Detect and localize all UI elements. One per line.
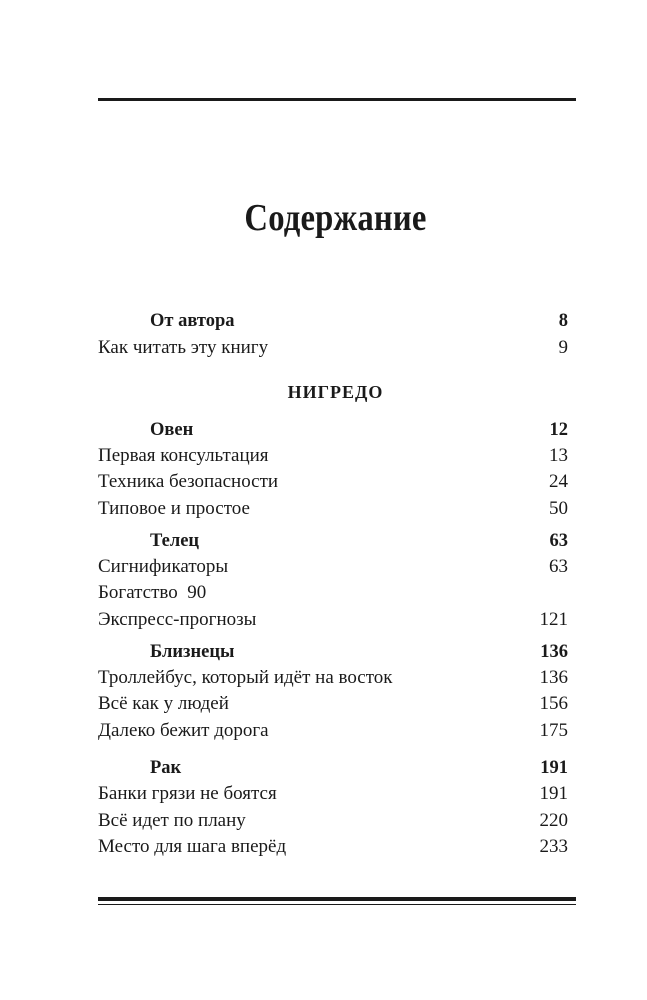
toc-entry-label: Первая консультация: [98, 445, 269, 466]
toc-entry-page: 13: [549, 445, 568, 466]
toc-entry-page: 24: [549, 471, 568, 492]
toc-entry-label: Сигнификаторы: [98, 556, 229, 577]
toc-entry-label: Техника безопасности: [98, 471, 279, 492]
toc-entry[interactable]: [98, 835, 568, 859]
toc-entry-page: 233: [539, 836, 568, 857]
toc-entry-label: Типовое и простое: [98, 498, 250, 519]
toc-entry[interactable]: [98, 497, 568, 521]
toc-entry-label: Всё как у людей: [98, 693, 229, 714]
toc-heading-entry[interactable]: [98, 418, 568, 442]
toc-entry[interactable]: [98, 470, 568, 494]
toc-entry[interactable]: [98, 608, 568, 632]
toc-entry-label: От автора: [150, 311, 235, 331]
bottom-rule-thin: [98, 904, 576, 905]
toc-entry-page: 63: [549, 556, 568, 577]
toc-entry[interactable]: [98, 719, 568, 743]
toc-entry-label: Телец: [150, 531, 200, 551]
bottom-rule-thick: [98, 897, 576, 901]
toc-entry-label: Экспресс-прогнозы: [98, 609, 257, 630]
page-title: Содержание: [244, 197, 427, 239]
toc-entry[interactable]: [98, 336, 568, 360]
toc-entry-label: Близнецы: [150, 642, 235, 662]
part-title: НИГРЕДО: [287, 382, 384, 402]
toc-entry-page: 136: [540, 642, 568, 662]
toc-entry-label: Как читать эту книгу: [98, 337, 269, 358]
toc-heading-entry[interactable]: [98, 529, 568, 553]
toc-heading-entry[interactable]: [98, 756, 568, 780]
toc-entry-label: Овен: [150, 420, 194, 440]
toc-entry-page: 175: [539, 720, 568, 741]
toc-entry[interactable]: [98, 444, 568, 468]
toc-entry[interactable]: [98, 581, 568, 605]
toc-entry-label: Богатство 90: [98, 582, 207, 603]
toc-entry-page: 50: [549, 498, 568, 519]
toc-entry-page: 121: [539, 609, 568, 630]
toc-entry-label: Место для шага вперёд: [98, 836, 287, 857]
toc-entry-page: 136: [539, 667, 568, 688]
toc-entry-label: Троллейбус, который идёт на восток: [98, 667, 393, 688]
toc-entry-page: 9: [558, 337, 568, 358]
toc-entry-page: 156: [539, 693, 568, 714]
toc-entry-label: Рак: [150, 758, 182, 778]
toc-entry[interactable]: [98, 666, 568, 690]
toc-entry-page: 8: [558, 311, 568, 331]
toc-entry-page: 12: [549, 420, 568, 440]
toc-entry-page: 191: [539, 783, 568, 804]
toc-entry-page: 63: [549, 531, 568, 551]
toc-entry[interactable]: [98, 782, 568, 806]
toc-entry-label: Далеко бежит дорога: [98, 720, 269, 741]
toc-entry[interactable]: [98, 809, 568, 833]
toc-entry-label: Банки грязи не боятся: [98, 783, 277, 804]
toc-heading-entry[interactable]: [98, 640, 568, 664]
toc-heading-entry[interactable]: [98, 309, 568, 333]
toc-entry-label: Всё идет по плану: [98, 810, 246, 831]
toc-entry[interactable]: [98, 692, 568, 716]
toc-entry-page: 220: [539, 810, 568, 831]
toc-entry[interactable]: [98, 555, 568, 579]
top-rule: [98, 98, 576, 101]
toc-entry-page: 191: [540, 758, 568, 778]
